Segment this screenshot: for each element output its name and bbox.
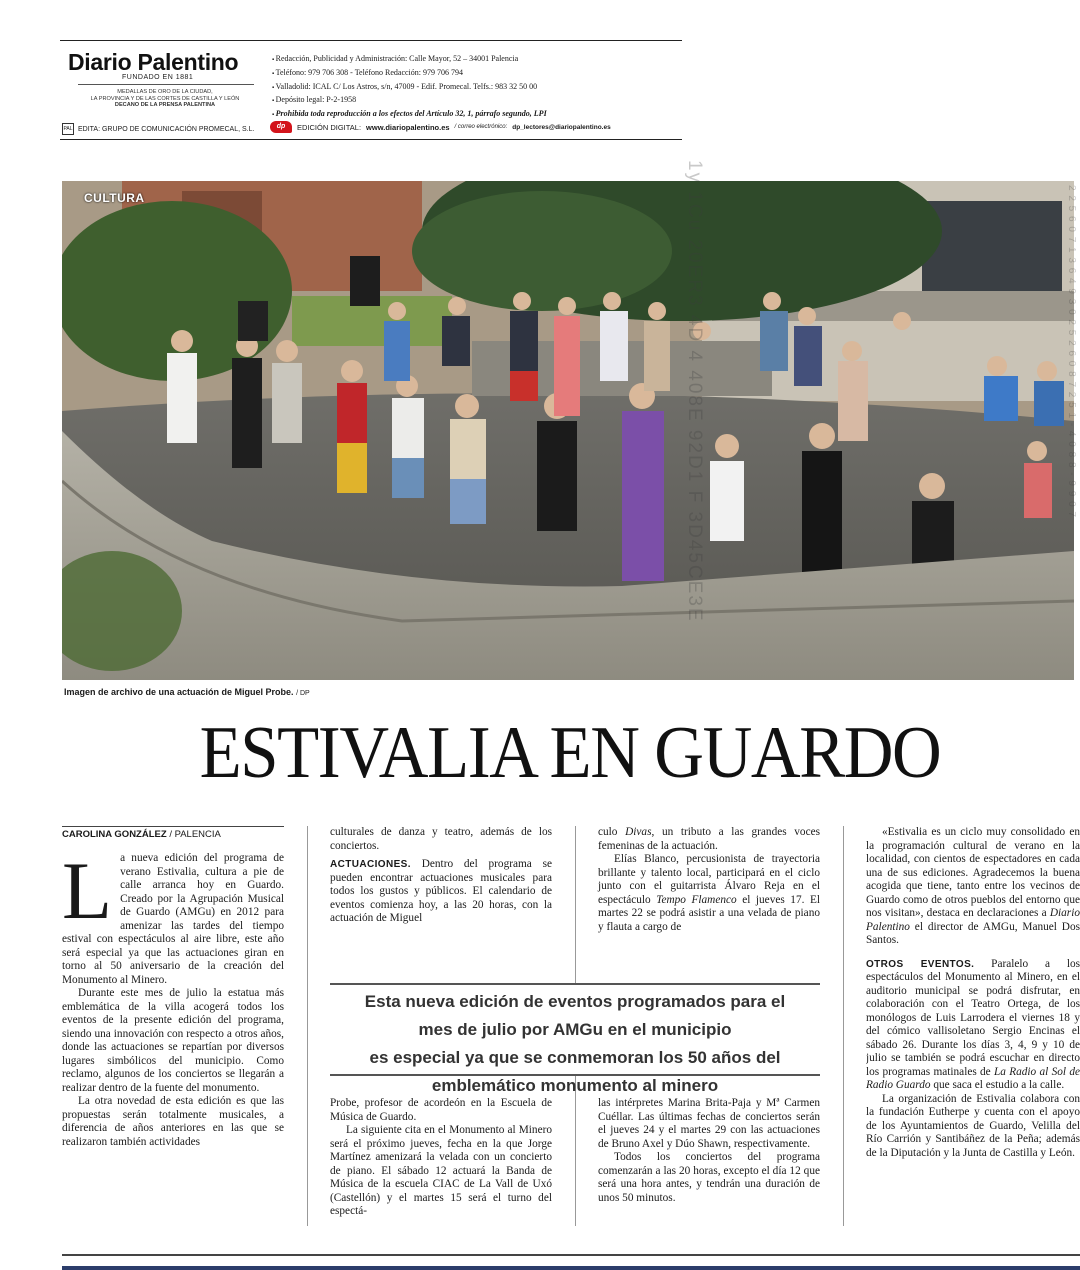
founded-line: FUNDADO EN 1881 bbox=[122, 74, 194, 81]
contact-line: ▪ Redacción, Publicidad y Administración: Calle Mayor, 52 – 34001 Palencia bbox=[272, 53, 682, 67]
article-headline: ESTIVALIA EN GUARDO bbox=[199, 712, 941, 794]
masthead bbox=[60, 40, 682, 140]
column-divider bbox=[843, 826, 844, 1226]
byline-author: CAROLINA GONZÁLEZ bbox=[62, 829, 167, 840]
pull-quote-line: emblemático monumento al minero bbox=[431, 1076, 719, 1095]
email-link[interactable]: dp_lectores@diariopalentino.es bbox=[512, 123, 611, 131]
article-column-3-top bbox=[598, 826, 820, 934]
email-label: / correo electrónico: bbox=[454, 124, 508, 130]
newspaper-name: Diario Palentino bbox=[866, 907, 1080, 933]
contact-line: ▪ Prohibida toda reproducción a los efectos del Artículo 32, 1, párrafo segundo, LPI bbox=[272, 108, 682, 122]
paragraph: Todos los conciertos del programa comenzarán a las 20 horas, excepto el día 12 que será una hora antes, y tendrán una duración de unos 50 minutos. bbox=[598, 1151, 820, 1204]
article-column-2-bottom bbox=[330, 1097, 552, 1219]
text-run: culo bbox=[598, 826, 626, 838]
medals-line: LA PROVINCIA Y DE LAS CORTES DE CASTILLA Y LEÓN bbox=[90, 95, 240, 102]
radio-show-title: La Radio al Sol de Radio Guardo bbox=[866, 1065, 1080, 1091]
publisher-line bbox=[62, 123, 254, 135]
contact-line: ▪ Teléfono: 979 706 308 - Teléfono Redacción: 979 706 794 bbox=[272, 67, 682, 81]
article-photo bbox=[62, 181, 1074, 680]
paragraph: Dentro del programa se pueden encontrar actuaciones musicales para todos los gustos y públicos. El calendario de eventos comienza hoy, a las 20 horas, con la actuación de Miguel bbox=[330, 858, 553, 924]
article-column-1 bbox=[62, 845, 284, 1149]
column-divider bbox=[307, 826, 308, 1226]
medals-text bbox=[70, 89, 260, 109]
show-title: Tempo Flamenco bbox=[656, 893, 737, 906]
publisher-icon: PAL bbox=[62, 123, 74, 135]
pull-quote bbox=[330, 983, 820, 1095]
text-run: , un tributo a las grandes voces femeninas de la actuación. bbox=[598, 826, 821, 852]
medals-line: MEDALLAS DE ORO DE LA CIUDAD, bbox=[117, 89, 213, 95]
text-run: Paralelo a los espectáculos del Monumento al Minero, en el auditorio municipal se podrá disfrutar, en colaboración con el Teatro Ortega, de los monólogos de Luis Larrodera el viernes 18 y del cómico vallisoletano Sergio Encinas el sábado 26. Durante los días 3, 4, 9 y 10 de julio se también se podrá escuchar en directo los programas matinales de bbox=[866, 957, 1080, 1078]
subhead-actuaciones: ACTUACIONES. bbox=[330, 859, 411, 870]
pull-quote-line: Esta nueva edición de eventos programados para el bbox=[364, 992, 786, 1011]
subhead-otros-eventos: OTROS EVENTOS. bbox=[866, 958, 975, 970]
digital-edition-line bbox=[270, 121, 680, 133]
photo-illustration bbox=[62, 181, 1074, 680]
paragraph: La organización de Estivalia colabora con la fundación Eutherpe y cuenta con el apoyo de los Ayuntamientos de Guardo, Velilla del Río Carrión y Santibáñez de la Peña; además de la Diputación y la Junta de Castilla y León. bbox=[866, 1092, 1080, 1159]
contact-line: ▪ Depósito legal: P-2-1958 bbox=[272, 94, 682, 108]
paragraph: Probe, profesor de acordeón en la Escuela de Música de Guardo. bbox=[330, 1097, 552, 1123]
medals-line: DECANO DE LA PRENSA PALENTINA bbox=[114, 102, 216, 108]
logo-divider bbox=[78, 84, 254, 85]
dropcap: L bbox=[62, 845, 113, 936]
text-run: que saca el estudio a la calle. bbox=[930, 1079, 1065, 1091]
paragraph: a nueva edición del programa de verano Estivalia, cultura a pie de calle arranca hoy en Guardo. Creado por la Agrupación Musical de Guardo (AMGu) en 2012 para amenizar las tardes del tiempo estival con espectáculos al aire libre, este año será especial ya que las actuaciones giran en torno al 50 aniversario de la creación del Monumento al Minero. bbox=[62, 852, 284, 986]
text-run: el director de AMGu, Manuel Dos Santos. bbox=[866, 920, 1080, 946]
pull-quote-line: es especial ya que se conmemoran los 50 años del bbox=[369, 1048, 781, 1067]
photo-caption bbox=[64, 687, 310, 697]
byline bbox=[62, 826, 284, 840]
text-run: el jueves 17. El martes 22 se podrá asistir a una velada de piano y flauta a cargo de bbox=[598, 893, 820, 933]
footer-rule bbox=[62, 1254, 1080, 1256]
dp-logo-icon: dp bbox=[270, 121, 292, 133]
show-title: Divas bbox=[625, 826, 652, 838]
paragraph: las intérpretes Marina Brita-Paja y Mª Carmen Cuéllar. Las últimas fechas de conciertos serán el jueves 24 y el martes 29 con las actuaciones de Bruno Axel y Dúo Shawn, respectivamente. bbox=[598, 1097, 820, 1150]
photo-credit: / DP bbox=[296, 690, 310, 697]
speaker bbox=[350, 256, 380, 306]
text-run: «Estivalia es un ciclo muy consolidado en la programación cultural de verano en la localidad, con cientos de espectadores en cada una de sus ediciones. Agradecemos la buena acogida que tiene, tanto entre los vecinos de Guardo como de otros pueblos del entorno que nos visitan», destaca en declaraciones a bbox=[866, 826, 1080, 919]
article-column-3-bottom bbox=[598, 1097, 820, 1205]
section-label: CULTURA bbox=[84, 191, 145, 205]
footer-bar bbox=[62, 1266, 1080, 1270]
article-column-2-top bbox=[330, 826, 552, 926]
article-column-4 bbox=[866, 826, 1080, 1236]
byline-place: / PALENCIA bbox=[169, 829, 221, 840]
digital-label: EDICIÓN DIGITAL: bbox=[297, 122, 362, 132]
newspaper-logo: Diario Palentino bbox=[68, 49, 239, 75]
website-link[interactable]: www.diariopalentino.es bbox=[366, 122, 450, 132]
watermark-right: 2 2 5 6 0 7 1 3 6 4 9 3 0 2 5 2 6 0 8 7 2 5 1 - 4 0 8 8 - 9 9 0 7 bbox=[1066, 185, 1077, 518]
pull-quote-line: mes de julio por AMGu en el municipio bbox=[418, 1020, 732, 1039]
contact-info bbox=[272, 53, 682, 122]
paragraph: La siguiente cita en el Monumento al Minero será el próximo jueves, fecha en la que Jorge Martínez amenizará la velada con un concierto de piano. El sábado 12 actuará la Banda de Música de la escuela CIAC de La Vall de Uxó (Castellón) y el martes 15 será el turno del espectá- bbox=[330, 1124, 552, 1217]
paragraph: La otra novedad de esta edición es que las propuestas serán totalmente musicales, a diferencia de años anteriores en las que se realizaron también actividades bbox=[62, 1095, 284, 1148]
watermark-center: 1y 1Cu 20ER3 4D 4 408E 92D1 F 3D45CE3E bbox=[684, 160, 705, 623]
caption-text: Imagen de archivo de una actuación de Miguel Probe. bbox=[64, 687, 294, 697]
text-run: Elías Blanco, percusionista de trayectoria brillante y talento local, participará en el ciclo junto con el guitarrista Álvaro Reja en el espectáculo bbox=[598, 853, 820, 906]
paragraph: culturales de danza y teatro, además de los conciertos. bbox=[330, 826, 552, 852]
publisher-text: EDITA: GRUPO DE COMUNICACIÓN PROMECAL, S.L. bbox=[78, 125, 255, 133]
contact-line: ▪ Valladolid: ICAL C/ Los Astros, s/n, 47009 - Edif. Promecal. Telfs.: 983 32 50 00 bbox=[272, 81, 682, 95]
paragraph: Durante este mes de julio la estatua más emblemática de la villa acogerá todos los eventos de la presente edición del programa, siendo una innovación con respecto a otros años, donde las actuaciones se repartían por diversos lugares simbólicos del municipio. Como reclamo, algunos de los conciertos se llegarán a realizar dentro de la fuente del monumento. bbox=[62, 987, 284, 1094]
